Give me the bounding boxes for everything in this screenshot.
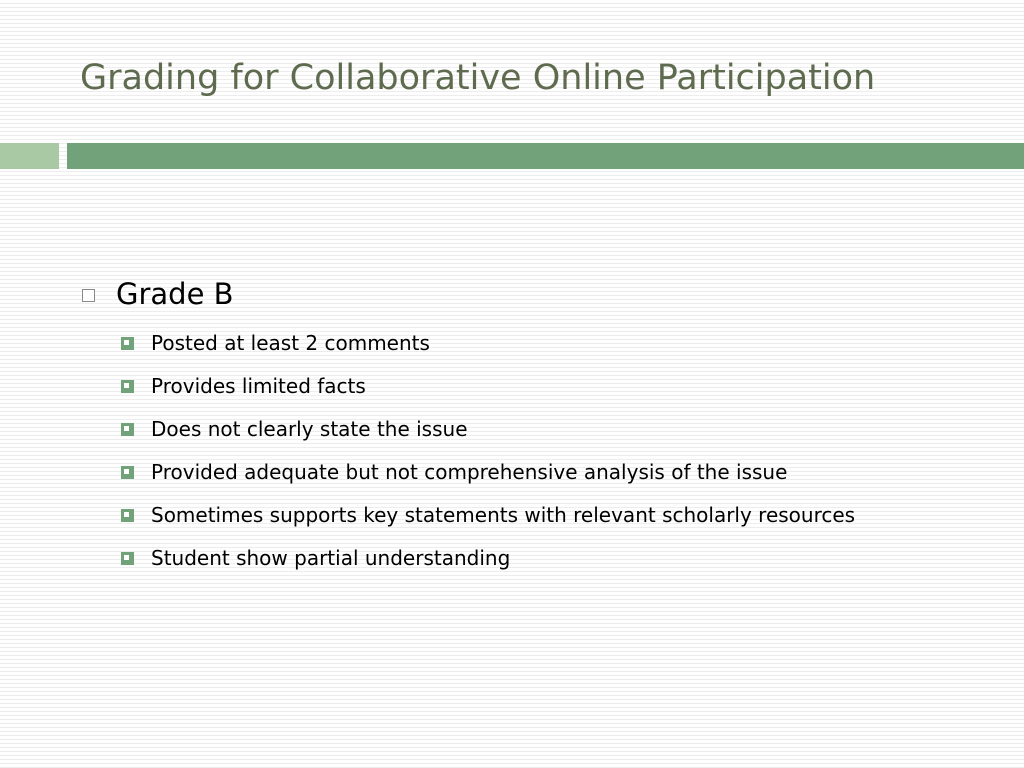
list-item-text: Provided adequate but not comprehensive analysis of the issue [151, 460, 788, 484]
list-item-text: Does not clearly state the issue [151, 417, 468, 441]
list-item-text: Student show partial understanding [151, 546, 511, 570]
list-item-text: Provides limited facts [151, 374, 366, 398]
title-accent-bar [67, 143, 1024, 169]
grade-heading: Grade B [116, 277, 234, 311]
list-item-text: Posted at least 2 comments [151, 331, 430, 355]
list-item-text: Sometimes supports key statements with relevant scholarly resources [151, 503, 856, 527]
hollow-square-bullet-icon [82, 289, 95, 302]
square-bullet-icon [121, 509, 134, 522]
square-bullet-icon [121, 423, 134, 436]
title-accent-block [0, 143, 59, 169]
square-bullet-icon [121, 380, 134, 393]
square-bullet-icon [121, 337, 134, 350]
square-bullet-icon [121, 466, 134, 479]
slide-title: Grading for Collaborative Online Participation [80, 58, 876, 98]
square-bullet-icon [121, 552, 134, 565]
